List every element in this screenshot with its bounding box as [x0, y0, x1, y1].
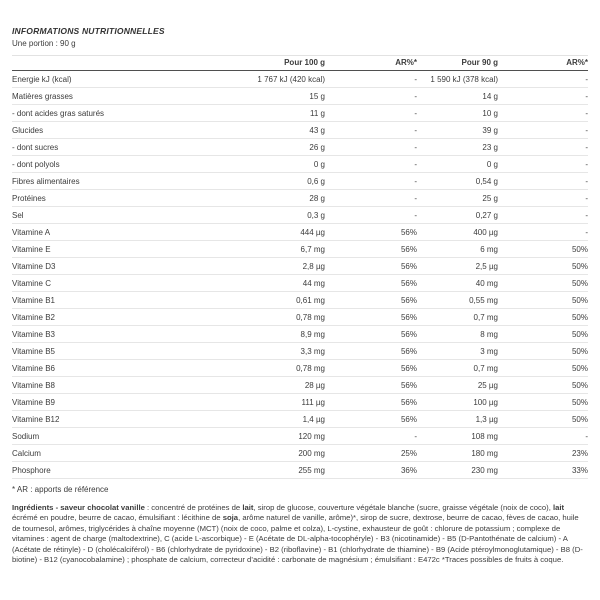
nutrition-table-header: [12, 56, 588, 71]
row-label: Matières grasses: [12, 88, 172, 105]
row-label: Vitamine B1: [12, 292, 172, 309]
table-row: [12, 428, 588, 445]
value-per-90g: 230 mg: [417, 462, 498, 479]
ar-per-100g: -: [325, 428, 417, 445]
row-label: Glucides: [12, 122, 172, 139]
ar-per-90g: 50%: [498, 241, 588, 258]
ar-per-100g: 56%: [325, 360, 417, 377]
value-per-100g: 8,9 mg: [172, 326, 325, 343]
value-per-100g: 2,8 µg: [172, 258, 325, 275]
ar-per-90g: -: [498, 105, 588, 122]
ar-per-90g: -: [498, 122, 588, 139]
ar-per-90g: -: [498, 139, 588, 156]
value-per-100g: 200 mg: [172, 445, 325, 462]
table-row: [12, 309, 588, 326]
ar-per-90g: -: [498, 173, 588, 190]
row-label: Energie kJ (kcal): [12, 71, 172, 88]
row-label: - dont acides gras saturés: [12, 105, 172, 122]
row-label: Vitamine C: [12, 275, 172, 292]
value-per-100g: 0 g: [172, 156, 325, 173]
table-row: [12, 207, 588, 224]
table-row: [12, 71, 588, 88]
header-per-90g: Pour 90 g: [417, 56, 498, 71]
table-row: [12, 156, 588, 173]
ar-per-90g: -: [498, 190, 588, 207]
header-nutrient-column: [12, 56, 172, 71]
header-row: [12, 56, 588, 71]
ar-per-90g: -: [498, 428, 588, 445]
row-label: Vitamine B5: [12, 343, 172, 360]
ingredients-paragraph: Ingrédients - saveur chocolat vanille : concentré de protéines de lait, sirop de glucose, couverture végétale blanche (sucre, graisse végétale (noix de coco), lait écrémé en poudre, beurre de cacao, émulsifiant : lécithine de soja, arôme naturel de vanille, arôme)*, sirop de sucre, dextrose, beurre de cacao, fèves de cacao, huile de tournesol, arômes, triglycérides à chaîne moyenne (MCT) (noix de coco, palme et colza), L-cystine, exhausteur de goût : chlorure de potassium ; complexe de vitamines : agent de charge (maltodextrine), C (acide L-ascorbique) - E (Acétate de DL-alpha-tocophéryle) - B3 (nicotinamide) - B5 (D-Pantothénate de calcium) - A (Acétate de rétinyle) - D (cholécalciférol) - B6 (chlorhydrate de pyridoxine) - B2 (riboflavine) - B1 (chlorhydrate de thiamine) - B9 (Acide ptéroylmonoglutamique) - B8 (D-biotine) - B12 (cyanocobalamine) ; phosphate de calcium, correcteur d’acidité : carbonate de magnésium ; émulsifiant : E472c *Traces possibles de fruits à coque.: [12, 503, 583, 565]
table-row: [12, 292, 588, 309]
row-label: Vitamine B9: [12, 394, 172, 411]
ar-per-100g: 56%: [325, 309, 417, 326]
ar-per-90g: 50%: [498, 292, 588, 309]
row-label: Vitamine B3: [12, 326, 172, 343]
value-per-100g: 0,61 mg: [172, 292, 325, 309]
header-ar-100g: AR%*: [325, 56, 417, 71]
value-per-90g: 39 g: [417, 122, 498, 139]
row-label: Vitamine A: [12, 224, 172, 241]
value-per-90g: 6 mg: [417, 241, 498, 258]
ar-per-90g: 50%: [498, 343, 588, 360]
value-per-100g: 0,6 g: [172, 173, 325, 190]
row-label: Phosphore: [12, 462, 172, 479]
header-per-100g: Pour 100 g: [172, 56, 325, 71]
ar-per-90g: 33%: [498, 462, 588, 479]
value-per-90g: 0,7 mg: [417, 360, 498, 377]
ar-per-90g: 50%: [498, 275, 588, 292]
ar-per-100g: -: [325, 139, 417, 156]
value-per-100g: 26 g: [172, 139, 325, 156]
ar-per-90g: 50%: [498, 394, 588, 411]
page-title: INFORMATIONS NUTRITIONNELLES: [12, 26, 165, 36]
table-row: [12, 343, 588, 360]
row-label: Vitamine B12: [12, 411, 172, 428]
row-label: Vitamine B6: [12, 360, 172, 377]
table-row: [12, 445, 588, 462]
row-label: - dont polyols: [12, 156, 172, 173]
value-per-100g: 15 g: [172, 88, 325, 105]
value-per-90g: 3 mg: [417, 343, 498, 360]
value-per-100g: 120 mg: [172, 428, 325, 445]
ar-per-90g: 50%: [498, 258, 588, 275]
ar-per-90g: 50%: [498, 309, 588, 326]
row-label: Protéines: [12, 190, 172, 207]
value-per-90g: 0,55 mg: [417, 292, 498, 309]
ar-per-90g: -: [498, 224, 588, 241]
value-per-90g: 0,7 mg: [417, 309, 498, 326]
table-row: [12, 394, 588, 411]
table-row: [12, 122, 588, 139]
value-per-100g: 44 mg: [172, 275, 325, 292]
table-row: [12, 462, 588, 479]
row-label: Vitamine D3: [12, 258, 172, 275]
ar-per-90g: 23%: [498, 445, 588, 462]
value-per-100g: 1 767 kJ (420 kcal): [172, 71, 325, 88]
value-per-90g: 23 g: [417, 139, 498, 156]
value-per-90g: 400 µg: [417, 224, 498, 241]
ar-per-100g: 25%: [325, 445, 417, 462]
ar-per-100g: 56%: [325, 258, 417, 275]
ar-per-90g: -: [498, 88, 588, 105]
value-per-100g: 0,78 mg: [172, 360, 325, 377]
row-label: Sodium: [12, 428, 172, 445]
row-label: Fibres alimentaires: [12, 173, 172, 190]
row-label: Vitamine E: [12, 241, 172, 258]
ar-per-90g: -: [498, 71, 588, 88]
value-per-100g: 28 g: [172, 190, 325, 207]
ar-per-100g: -: [325, 122, 417, 139]
value-per-90g: 0 g: [417, 156, 498, 173]
table-row: [12, 190, 588, 207]
table-row: [12, 360, 588, 377]
row-label: Vitamine B2: [12, 309, 172, 326]
value-per-100g: 3,3 mg: [172, 343, 325, 360]
ar-per-90g: 50%: [498, 326, 588, 343]
value-per-90g: 108 mg: [417, 428, 498, 445]
ar-per-100g: 56%: [325, 377, 417, 394]
table-row: [12, 139, 588, 156]
table-row: [12, 258, 588, 275]
value-per-90g: 25 g: [417, 190, 498, 207]
table-row: [12, 173, 588, 190]
value-per-90g: 40 mg: [417, 275, 498, 292]
table-row: [12, 326, 588, 343]
ar-per-90g: 50%: [498, 411, 588, 428]
table-row: [12, 411, 588, 428]
nutrition-table-body: [12, 71, 588, 479]
ar-per-100g: 56%: [325, 411, 417, 428]
value-per-90g: 14 g: [417, 88, 498, 105]
value-per-100g: 444 µg: [172, 224, 325, 241]
table-row: [12, 275, 588, 292]
value-per-100g: 0,78 mg: [172, 309, 325, 326]
ar-per-100g: -: [325, 156, 417, 173]
ar-per-100g: 36%: [325, 462, 417, 479]
ar-per-100g: -: [325, 190, 417, 207]
ar-per-100g: 56%: [325, 343, 417, 360]
header-ar-90g: AR%*: [498, 56, 588, 71]
value-per-90g: 0,54 g: [417, 173, 498, 190]
value-per-100g: 0,3 g: [172, 207, 325, 224]
row-label: Calcium: [12, 445, 172, 462]
ar-per-90g: -: [498, 207, 588, 224]
portion-size-text: Une portion : 90 g: [12, 39, 76, 48]
ar-per-100g: -: [325, 207, 417, 224]
table-row: [12, 241, 588, 258]
ar-per-90g: 50%: [498, 377, 588, 394]
ar-per-100g: -: [325, 105, 417, 122]
ar-per-100g: 56%: [325, 292, 417, 309]
ar-per-100g: 56%: [325, 275, 417, 292]
table-row: [12, 377, 588, 394]
reference-footnote: * AR : apports de référence: [12, 485, 109, 494]
value-per-90g: 1,3 µg: [417, 411, 498, 428]
value-per-90g: 8 mg: [417, 326, 498, 343]
value-per-90g: 100 µg: [417, 394, 498, 411]
ar-per-100g: 56%: [325, 394, 417, 411]
value-per-90g: 0,27 g: [417, 207, 498, 224]
nutrition-table: [12, 55, 588, 479]
row-label: Sel: [12, 207, 172, 224]
value-per-100g: 255 mg: [172, 462, 325, 479]
ar-per-90g: 50%: [498, 360, 588, 377]
value-per-100g: 11 g: [172, 105, 325, 122]
ar-per-100g: -: [325, 71, 417, 88]
value-per-100g: 111 µg: [172, 394, 325, 411]
value-per-90g: 180 mg: [417, 445, 498, 462]
value-per-100g: 1,4 µg: [172, 411, 325, 428]
ar-per-100g: -: [325, 88, 417, 105]
ar-per-100g: 56%: [325, 224, 417, 241]
ar-per-90g: -: [498, 156, 588, 173]
table-row: [12, 105, 588, 122]
table-row: [12, 224, 588, 241]
row-label: - dont sucres: [12, 139, 172, 156]
value-per-90g: 1 590 kJ (378 kcal): [417, 71, 498, 88]
value-per-100g: 43 g: [172, 122, 325, 139]
row-label: Vitamine B8: [12, 377, 172, 394]
value-per-100g: 28 µg: [172, 377, 325, 394]
value-per-90g: 10 g: [417, 105, 498, 122]
value-per-90g: 25 µg: [417, 377, 498, 394]
ar-per-100g: 56%: [325, 326, 417, 343]
ar-per-100g: 56%: [325, 241, 417, 258]
value-per-90g: 2,5 µg: [417, 258, 498, 275]
table-row: [12, 88, 588, 105]
value-per-100g: 6,7 mg: [172, 241, 325, 258]
ar-per-100g: -: [325, 173, 417, 190]
